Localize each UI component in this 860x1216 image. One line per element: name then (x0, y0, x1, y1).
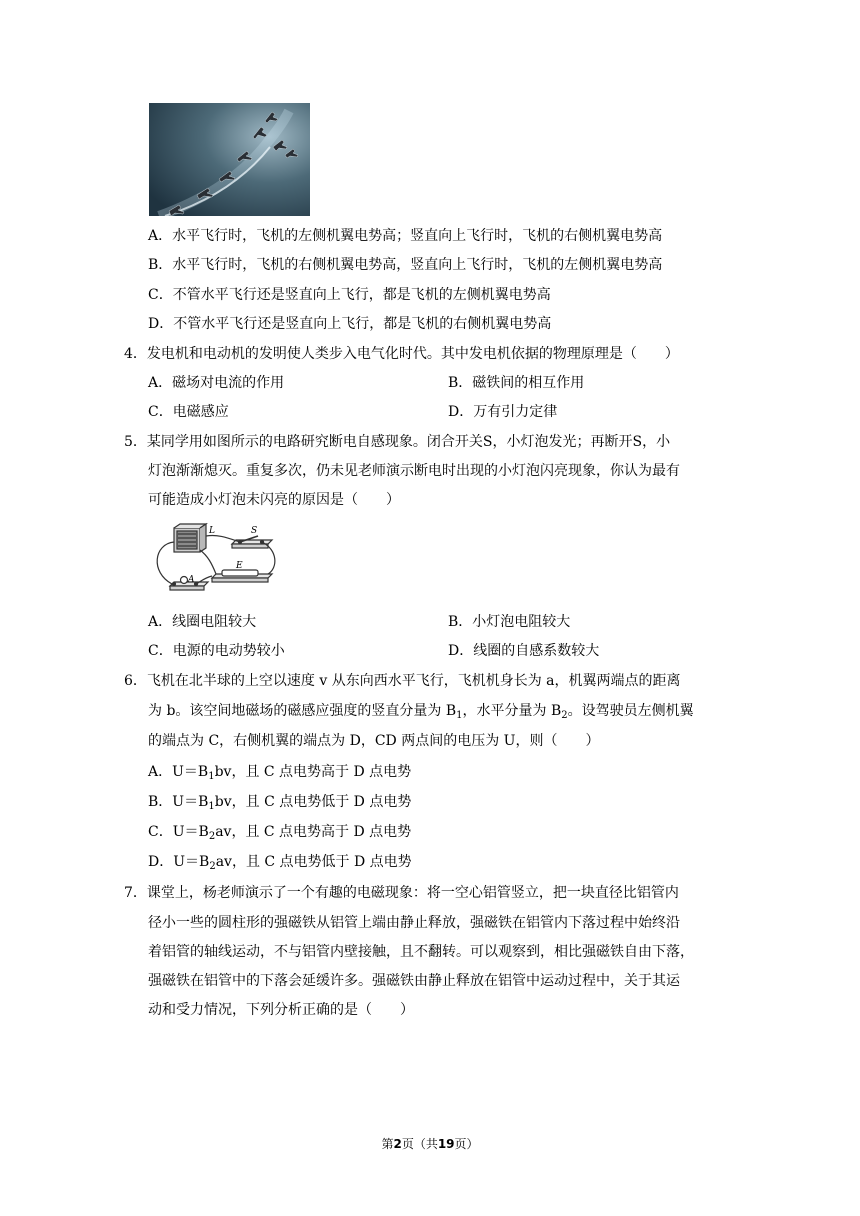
q3-option-d: D．不管水平飞行还是竖直向上飞行，都是飞机的右侧机翼电势高 (148, 316, 552, 332)
q6-option-d: D．$U=B_2av$，且 C 点电势低于 D 点电势 (148, 854, 412, 872)
q3-option-b: B．水平飞行时，飞机的右侧机翼电势高，竖直向上飞行时，飞机的左侧机翼电势高 (148, 257, 663, 273)
q4-option-c: C．电磁感应 (148, 404, 229, 420)
q5-option-b: B．小灯泡电阻较大 (448, 614, 571, 630)
label-a: A (188, 575, 195, 585)
q3-option-c: C．不管水平飞行还是竖直向上飞行，都是飞机的左侧机翼电势高 (148, 287, 551, 303)
label-e: E (236, 561, 243, 571)
label-s: S (251, 526, 258, 536)
q5-option-d: D．线圈的自感系数较大 (448, 643, 600, 659)
label-l: L (209, 526, 215, 536)
q3-option-a: A．水平飞行时，飞机的左侧机翼电势高；竖直向上飞行时，飞机的右侧机翼电势高 (148, 228, 663, 244)
q5-option-a: A．线圈电阻较大 (148, 614, 257, 630)
page-footer: 第2页（共19页） (381, 1137, 479, 1151)
q7-line-3: 着铝管的轴线运动，不与铝管内壁接触，且不翻转。可以观察到，相比强磁铁自由下落， (148, 944, 694, 960)
circuit-figure (150, 522, 280, 598)
q5-stem-line-1: 5．某同学用如图所示的电路研究断电自感现象。闭合开关S，小灯泡发光；再断开S，小 (124, 434, 671, 450)
q6-option-b: B．$U=B_1bv$，且 C 点电势低于 D 点电势 (148, 794, 412, 812)
q6-option-c: C．$U=B_2av$，且 C 点电势高于 D 点电势 (148, 824, 412, 842)
q4-option-b: B．磁铁间的相互作用 (448, 375, 585, 391)
q6-line-2: 为 b。该空间地磁场的磁感应强度的竖直分量为 $B_1$，水平分量为 $B_2$。设驾驶员左侧机翼 (148, 703, 694, 721)
q6-line-1: 6．飞机在北半球的上空以速度 v 从东向西水平飞行，飞机机身长为 a，机翼两端点的距离 (124, 673, 681, 689)
q4-stem: 4．发电机和电动机的发明使人类步入电气化时代。其中发电机依据的物理原理是（ ） (124, 346, 679, 362)
q5-stem-line-3: 可能造成小灯泡未闪亮的原因是（ ） (148, 492, 400, 508)
q4-option-a: A．磁场对电流的作用 (148, 375, 285, 391)
q5-option-c: C．电源的电动势较小 (148, 643, 285, 659)
q7-line-5: 动和受力情况，下列分析正确的是（ ） (148, 1002, 414, 1018)
q5-stem-line-2: 灯泡渐渐熄灭。重复多次，仍未见老师演示断电时出现的小灯泡闪亮现象，你认为最有 (148, 463, 680, 479)
q7-line-1: 7．课堂上，杨老师演示了一个有趣的电磁现象：将一空心铝管竖立，把一块直径比铝管内 (124, 885, 679, 901)
jets-photo (149, 103, 310, 216)
q7-line-4: 强磁铁在铝管中的下落会延缓许多。强磁铁由静止释放在铝管中运动过程中，关于其运 (148, 973, 680, 989)
q7-line-2: 径小一些的圆柱形的强磁铁从铝管上端由静止释放，强磁铁在铝管内下落过程中始终沿 (148, 915, 680, 931)
q6-line-3: 的端点为 C，右侧机翼的端点为 D，CD 两点间的电压为 U，则（ ） (148, 733, 600, 749)
q4-option-d: D．万有引力定律 (448, 404, 558, 420)
q6-option-a: A．$U=B_1bv$，且 C 点电势高于 D 点电势 (148, 764, 412, 782)
